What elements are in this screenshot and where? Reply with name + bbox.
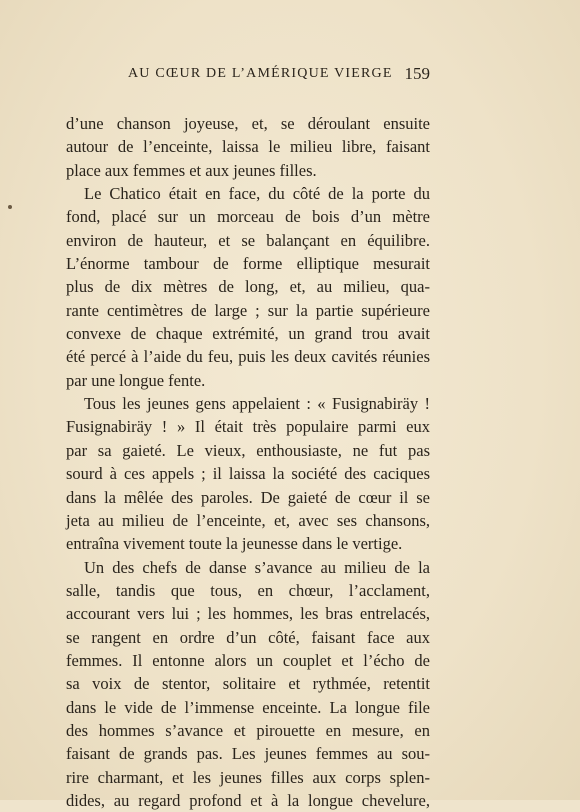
text-line: été percé à l’aide du feu, puis les deux cavités réunies [66,347,430,367]
text-line: rante centimètres de large ; sur la partie supérieure [66,300,430,320]
running-title: AU CŒUR DE L’AMÉRIQUE VIERGE [128,66,393,81]
text-line: sourd à ces appels ; il laissa la société des caciques [66,464,430,484]
text-line: salle, tandis que tous, en chœur, l’acclament, [66,580,430,600]
margin-mark [8,205,12,209]
text-line: dans le vide de l’immense enceinte. La longue file [66,697,430,717]
text-line: place aux femmes et aux jeunes filles. [66,160,317,180]
text-line: fond, placé sur un morceau de bois d’un mètre [66,207,430,227]
text-line: par une longue fente. [66,370,206,390]
text-line: sa voix de stentor, solitaire et rythmée, retentit [66,674,430,694]
text-line: jeta au milieu de l’enceinte, et, avec ses chansons, [66,510,430,530]
text-line: faisant de grands pas. Les jeunes femmes au sou- [66,744,430,764]
text-line: par sa gaieté. Le vieux, enthousiaste, ne fut pas [66,440,430,460]
text-line: entraîna vivement toute la jeunesse dans le vertige. [66,534,403,554]
text-line: accourant vers lui ; les hommes, les bras entrelacés, [66,604,430,624]
running-head [66,66,430,90]
text-line: des hommes s’avance et pirouette en mesure, en [66,720,430,740]
text-line: Un des chefs de danse s’avance au milieu de la [84,557,430,577]
text-line: dides, au regard profond et à la longue chevelure, [66,790,430,810]
text-line: autour de l’enceinte, laissa le milieu libre, faisant [66,137,430,157]
text-line: rire charmant, et les jeunes filles aux corps splen- [66,767,430,787]
text-line: Tous les jeunes gens appelaient : « Fusignabiräy ! [84,394,430,414]
text-line: L’énorme tambour de forme elliptique mesurait [66,254,430,274]
text-line: environ de hauteur, et se balançant en équilibre. [66,230,430,250]
page-number: 159 [404,64,430,83]
text-line: dans la mêlée des paroles. De gaieté de cœur il se [66,487,430,507]
text-line: se rangent en ordre d’un côté, faisant face aux [66,627,430,647]
text-line: d’une chanson joyeuse, et, se déroulant ensuite [66,114,430,133]
text-line: femmes. Il entonne alors un couplet et l’écho de [66,650,430,670]
text-line: Le Chatico était en face, du côté de la porte du [84,184,430,204]
body-text [66,112,430,812]
text-line: Fusignabiräy ! » Il était très populaire parmi eux [66,417,430,437]
text-line: plus de dix mètres de long, et, au milieu, qua- [66,277,430,297]
text-line: convexe de chaque extrémité, un grand trou avait [66,324,430,344]
